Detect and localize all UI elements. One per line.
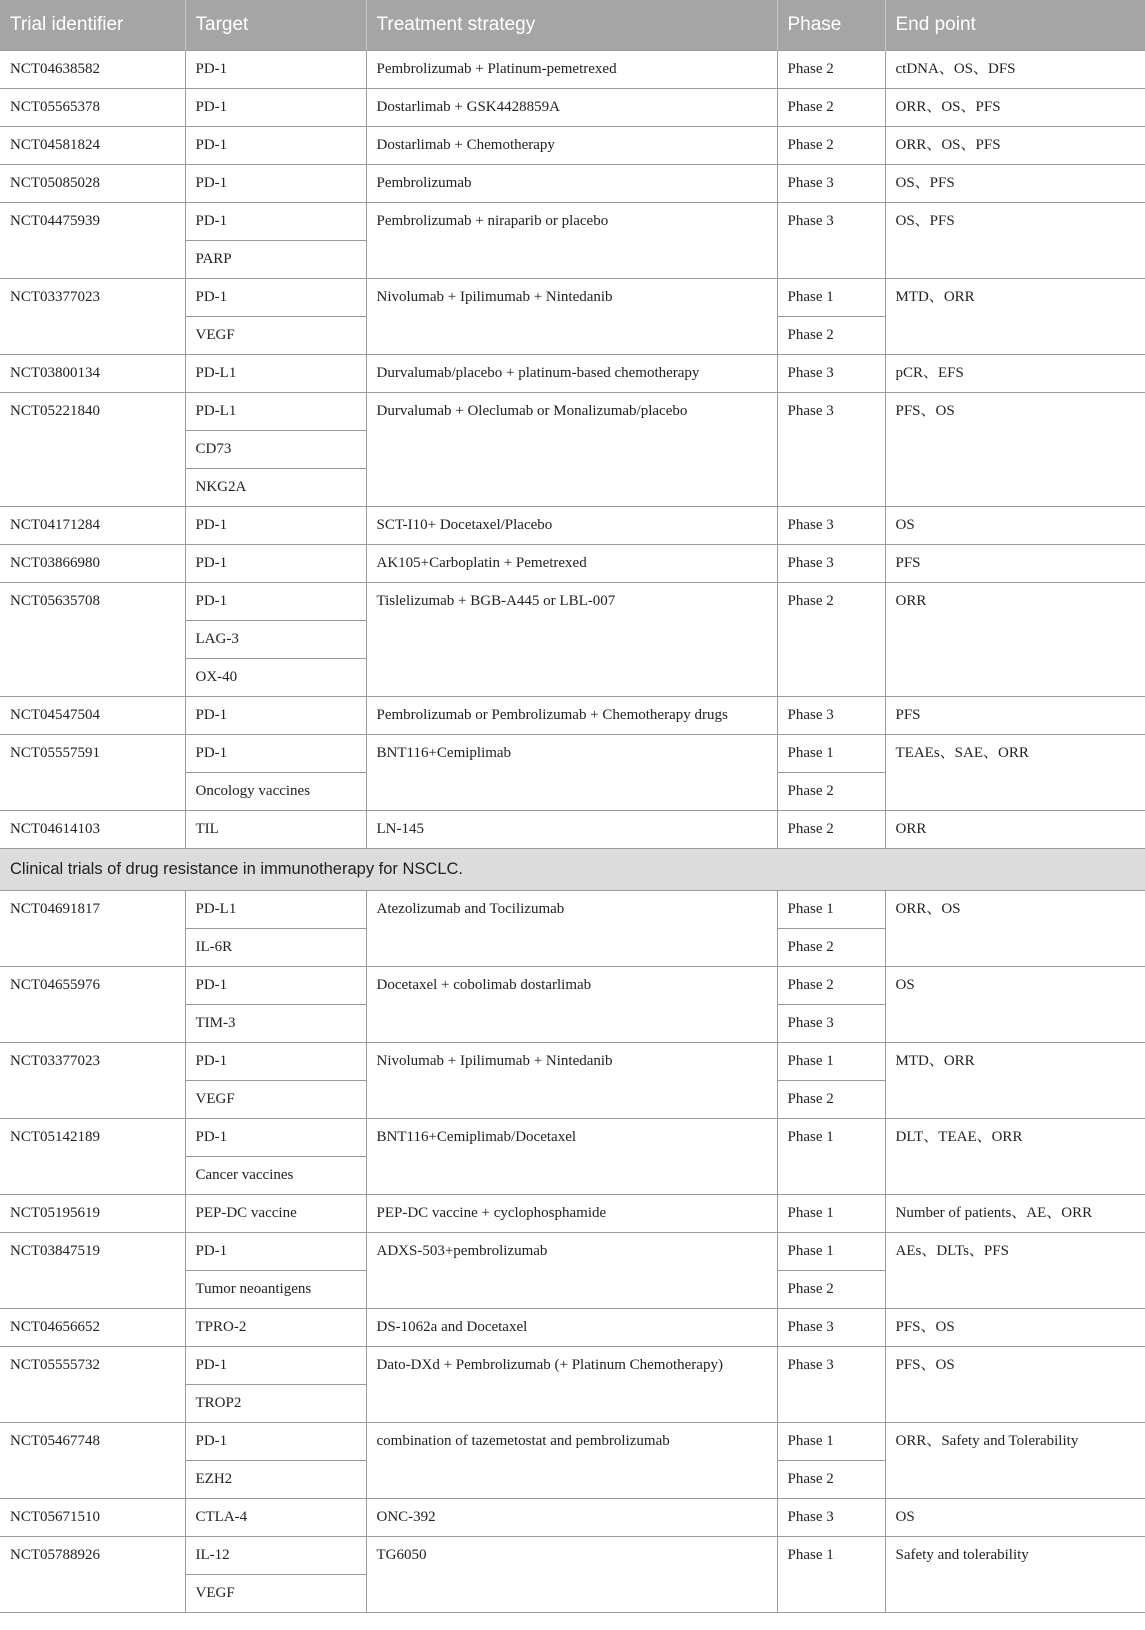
trial-id-cell: NCT05467748 xyxy=(0,1423,185,1499)
target-cell: PD-1 xyxy=(185,1233,366,1271)
header-phase: Phase xyxy=(777,0,885,51)
table-row xyxy=(0,967,1145,1005)
endpoint-cell: ctDNA、OS、DFS xyxy=(885,51,1145,89)
table-row xyxy=(0,1499,1145,1537)
phase-cell: Phase 1 xyxy=(777,279,885,317)
table-header xyxy=(0,0,1145,51)
table-row xyxy=(0,165,1145,203)
table-row xyxy=(0,507,1145,545)
target-cell: PD-1 xyxy=(185,127,366,165)
table-row xyxy=(0,1537,1145,1575)
target-cell: Oncology vaccines xyxy=(185,773,366,811)
endpoint-cell: OS xyxy=(885,967,1145,1043)
trial-id-cell: NCT03800134 xyxy=(0,355,185,393)
endpoint-cell: MTD、ORR xyxy=(885,1043,1145,1119)
trial-id-cell: NCT05557591 xyxy=(0,735,185,811)
target-cell: EZH2 xyxy=(185,1461,366,1499)
endpoint-cell: AEs、DLTs、PFS xyxy=(885,1233,1145,1309)
phase-cell: Phase 3 xyxy=(777,1309,885,1347)
target-cell: Tumor neoantigens xyxy=(185,1271,366,1309)
target-cell: CD73 xyxy=(185,431,366,469)
target-cell: PD-1 xyxy=(185,203,366,241)
header-trial-identifier: Trial identifier xyxy=(0,0,185,51)
strategy-cell: LN-145 xyxy=(366,811,777,849)
table-row xyxy=(0,51,1145,89)
target-cell: PD-L1 xyxy=(185,393,366,431)
endpoint-cell: Number of patients、AE、ORR xyxy=(885,1195,1145,1233)
trial-id-cell: NCT03847519 xyxy=(0,1233,185,1309)
table-row xyxy=(0,1233,1145,1271)
phase-cell: Phase 3 xyxy=(777,203,885,279)
trial-id-cell: NCT05195619 xyxy=(0,1195,185,1233)
strategy-cell: ONC-392 xyxy=(366,1499,777,1537)
trial-id-cell: NCT04171284 xyxy=(0,507,185,545)
strategy-cell: Pembrolizumab + niraparib or placebo xyxy=(366,203,777,279)
strategy-cell: AK105+Carboplatin + Pemetrexed xyxy=(366,545,777,583)
table-row xyxy=(0,89,1145,127)
table-row xyxy=(0,583,1145,621)
table-row xyxy=(0,1195,1145,1233)
endpoint-cell: pCR、EFS xyxy=(885,355,1145,393)
table-row xyxy=(0,697,1145,735)
strategy-cell: Docetaxel + cobolimab dostarlimab xyxy=(366,967,777,1043)
strategy-cell: Nivolumab + Ipilimumab + Nintedanib xyxy=(366,279,777,355)
header-target: Target xyxy=(185,0,366,51)
table-row xyxy=(0,891,1145,929)
target-cell: TROP2 xyxy=(185,1385,366,1423)
trial-id-cell: NCT05085028 xyxy=(0,165,185,203)
table-row xyxy=(0,127,1145,165)
phase-cell: Phase 1 xyxy=(777,1233,885,1271)
phase-cell: Phase 3 xyxy=(777,355,885,393)
target-cell: PD-L1 xyxy=(185,891,366,929)
strategy-cell: Pembrolizumab xyxy=(366,165,777,203)
strategy-cell: Nivolumab + Ipilimumab + Nintedanib xyxy=(366,1043,777,1119)
target-cell: VEGF xyxy=(185,1081,366,1119)
strategy-cell: TG6050 xyxy=(366,1537,777,1613)
strategy-cell: DS-1062a and Docetaxel xyxy=(366,1309,777,1347)
phase-cell: Phase 2 xyxy=(777,51,885,89)
table-row xyxy=(0,203,1145,241)
phase-cell: Phase 3 xyxy=(777,165,885,203)
target-cell: CTLA-4 xyxy=(185,1499,366,1537)
target-cell: TPRO-2 xyxy=(185,1309,366,1347)
phase-cell: Phase 1 xyxy=(777,1195,885,1233)
phase-cell: Phase 1 xyxy=(777,1423,885,1461)
phase-cell: Phase 1 xyxy=(777,891,885,929)
header-treatment-strategy: Treatment strategy xyxy=(366,0,777,51)
phase-cell: Phase 3 xyxy=(777,393,885,507)
trial-id-cell: NCT04547504 xyxy=(0,697,185,735)
trial-id-cell: NCT05788926 xyxy=(0,1537,185,1613)
table-row xyxy=(0,355,1145,393)
trial-id-cell: NCT04614103 xyxy=(0,811,185,849)
target-cell: TIM-3 xyxy=(185,1005,366,1043)
header-end-point: End point xyxy=(885,0,1145,51)
target-cell: IL-12 xyxy=(185,1537,366,1575)
trial-id-cell: NCT05635708 xyxy=(0,583,185,697)
phase-cell: Phase 1 xyxy=(777,1043,885,1081)
endpoint-cell: ORR、OS xyxy=(885,891,1145,967)
endpoint-cell: PFS、OS xyxy=(885,1309,1145,1347)
trial-id-cell: NCT05555732 xyxy=(0,1347,185,1423)
trial-id-cell: NCT04656652 xyxy=(0,1309,185,1347)
trial-id-cell: NCT04691817 xyxy=(0,891,185,967)
target-cell: LAG-3 xyxy=(185,621,366,659)
strategy-cell: BNT116+Cemiplimab/Docetaxel xyxy=(366,1119,777,1195)
trial-id-cell: NCT03377023 xyxy=(0,1043,185,1119)
endpoint-cell: ORR xyxy=(885,583,1145,697)
phase-cell: Phase 2 xyxy=(777,1271,885,1309)
target-cell: PD-L1 xyxy=(185,355,366,393)
strategy-cell: Atezolizumab and Tocilizumab xyxy=(366,891,777,967)
endpoint-cell: OS xyxy=(885,1499,1145,1537)
strategy-cell: Tislelizumab + BGB-A445 or LBL-007 xyxy=(366,583,777,697)
phase-cell: Phase 2 xyxy=(777,967,885,1005)
trial-id-cell: NCT03377023 xyxy=(0,279,185,355)
phase-cell: Phase 2 xyxy=(777,89,885,127)
table-row xyxy=(0,279,1145,317)
phase-cell: Phase 3 xyxy=(777,545,885,583)
endpoint-cell: Safety and tolerability xyxy=(885,1537,1145,1613)
target-cell: PEP-DC vaccine xyxy=(185,1195,366,1233)
trial-id-cell: NCT04581824 xyxy=(0,127,185,165)
phase-cell: Phase 2 xyxy=(777,583,885,697)
target-cell: PD-1 xyxy=(185,51,366,89)
strategy-cell: Pembrolizumab + Platinum-pemetrexed xyxy=(366,51,777,89)
phase-cell: Phase 2 xyxy=(777,811,885,849)
target-cell: PD-1 xyxy=(185,697,366,735)
strategy-cell: Dostarlimab + Chemotherapy xyxy=(366,127,777,165)
target-cell: PD-1 xyxy=(185,279,366,317)
table-row xyxy=(0,393,1145,431)
trial-id-cell: NCT05671510 xyxy=(0,1499,185,1537)
phase-cell: Phase 1 xyxy=(777,1537,885,1613)
target-cell: TIL xyxy=(185,811,366,849)
table-body xyxy=(0,51,1145,1613)
phase-cell: Phase 1 xyxy=(777,735,885,773)
phase-cell: Phase 3 xyxy=(777,1499,885,1537)
phase-cell: Phase 2 xyxy=(777,929,885,967)
endpoint-cell: PFS、OS xyxy=(885,1347,1145,1423)
endpoint-cell: PFS xyxy=(885,697,1145,735)
section-row xyxy=(0,849,1145,891)
target-cell: PD-1 xyxy=(185,967,366,1005)
target-cell: OX-40 xyxy=(185,659,366,697)
target-cell: NKG2A xyxy=(185,469,366,507)
table-row xyxy=(0,735,1145,773)
section-title: Clinical trials of drug resistance in immunotherapy for NSCLC. xyxy=(0,849,1145,891)
trial-id-cell: NCT03866980 xyxy=(0,545,185,583)
table-row xyxy=(0,1119,1145,1157)
phase-cell: Phase 2 xyxy=(777,773,885,811)
strategy-cell: Durvalumab/placebo + platinum-based chemotherapy xyxy=(366,355,777,393)
endpoint-cell: OS、PFS xyxy=(885,165,1145,203)
endpoint-cell: DLT、TEAE、ORR xyxy=(885,1119,1145,1195)
endpoint-cell: PFS xyxy=(885,545,1145,583)
endpoint-cell: ORR、OS、PFS xyxy=(885,89,1145,127)
phase-cell: Phase 2 xyxy=(777,317,885,355)
trial-id-cell: NCT05565378 xyxy=(0,89,185,127)
phase-cell: Phase 3 xyxy=(777,1347,885,1423)
trial-id-cell: NCT04655976 xyxy=(0,967,185,1043)
phase-cell: Phase 3 xyxy=(777,507,885,545)
endpoint-cell: MTD、ORR xyxy=(885,279,1145,355)
target-cell: PD-1 xyxy=(185,1043,366,1081)
target-cell: PD-1 xyxy=(185,1347,366,1385)
strategy-cell: Durvalumab + Oleclumab or Monalizumab/placebo xyxy=(366,393,777,507)
endpoint-cell: OS、PFS xyxy=(885,203,1145,279)
phase-cell: Phase 2 xyxy=(777,127,885,165)
strategy-cell: ADXS-503+pembrolizumab xyxy=(366,1233,777,1309)
phase-cell: Phase 2 xyxy=(777,1081,885,1119)
endpoint-cell: PFS、OS xyxy=(885,393,1145,507)
phase-cell: Phase 3 xyxy=(777,697,885,735)
endpoint-cell: ORR xyxy=(885,811,1145,849)
strategy-cell: Pembrolizumab or Pembrolizumab + Chemotherapy drugs xyxy=(366,697,777,735)
target-cell: PARP xyxy=(185,241,366,279)
table-row xyxy=(0,1309,1145,1347)
target-cell: PD-1 xyxy=(185,1119,366,1157)
trial-id-cell: NCT05221840 xyxy=(0,393,185,507)
endpoint-cell: ORR、OS、PFS xyxy=(885,127,1145,165)
phase-cell: Phase 1 xyxy=(777,1119,885,1195)
strategy-cell: SCT-I10+ Docetaxel/Placebo xyxy=(366,507,777,545)
strategy-cell: PEP-DC vaccine + cyclophosphamide xyxy=(366,1195,777,1233)
target-cell: IL-6R xyxy=(185,929,366,967)
endpoint-cell: ORR、Safety and Tolerability xyxy=(885,1423,1145,1499)
strategy-cell: Dostarlimab + GSK4428859A xyxy=(366,89,777,127)
endpoint-cell: OS xyxy=(885,507,1145,545)
strategy-cell: combination of tazemetostat and pembrolizumab xyxy=(366,1423,777,1499)
header-row xyxy=(0,0,1145,51)
phase-cell: Phase 2 xyxy=(777,1461,885,1499)
phase-cell: Phase 3 xyxy=(777,1005,885,1043)
target-cell: PD-1 xyxy=(185,507,366,545)
target-cell: PD-1 xyxy=(185,583,366,621)
target-cell: VEGF xyxy=(185,1575,366,1613)
table-row xyxy=(0,811,1145,849)
target-cell: PD-1 xyxy=(185,735,366,773)
target-cell: VEGF xyxy=(185,317,366,355)
target-cell: PD-1 xyxy=(185,1423,366,1461)
table-row xyxy=(0,1043,1145,1081)
table-row xyxy=(0,545,1145,583)
trial-id-cell: NCT05142189 xyxy=(0,1119,185,1195)
target-cell: Cancer vaccines xyxy=(185,1157,366,1195)
endpoint-cell: TEAEs、SAE、ORR xyxy=(885,735,1145,811)
strategy-cell: BNT116+Cemiplimab xyxy=(366,735,777,811)
target-cell: PD-1 xyxy=(185,545,366,583)
target-cell: PD-1 xyxy=(185,165,366,203)
target-cell: PD-1 xyxy=(185,89,366,127)
table-row xyxy=(0,1423,1145,1461)
table-row xyxy=(0,1347,1145,1385)
trial-id-cell: NCT04475939 xyxy=(0,203,185,279)
strategy-cell: Dato-DXd + Pembrolizumab (+ Platinum Chemotherapy) xyxy=(366,1347,777,1423)
trial-id-cell: NCT04638582 xyxy=(0,51,185,89)
